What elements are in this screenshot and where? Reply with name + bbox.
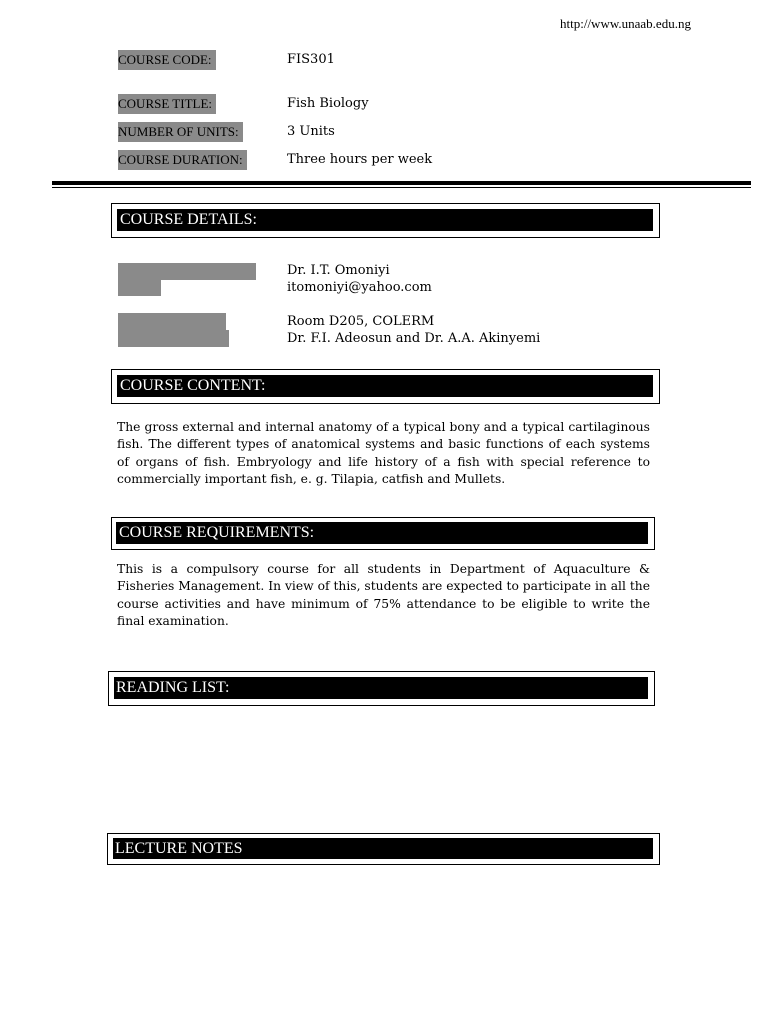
course-details-heading-box [111,203,660,238]
redacted-label [118,263,256,280]
reading-list-heading: READING LIST: [114,677,648,699]
lecturer-name: Dr. I.T. Omoniyi [287,263,390,278]
course-code-value: FIS301 [287,52,335,67]
lecture-notes-heading-box [107,833,660,865]
course-duration-value: Three hours per week [287,152,433,167]
course-code-label: COURSE CODE: [118,50,216,70]
lecturer-email[interactable]: itomoniyi@yahoo.com [287,280,432,295]
other-lecturers: Dr. F.I. Adeosun and Dr. A.A. Akinyemi [287,331,541,346]
office-location: Room D205, COLERM [287,314,435,329]
divider-thick [52,181,751,185]
redacted-label [118,280,161,296]
number-of-units-label: NUMBER OF UNITS: [118,122,243,142]
course-title-label: COURSE TITLE: [118,94,216,114]
divider-thin [52,187,751,188]
reading-list-heading-box [108,671,655,706]
course-requirements-heading-box [111,517,655,550]
header-url: http://www.unaab.edu.ng [560,16,691,31]
course-details-heading: COURSE DETAILS: [117,209,653,231]
course-requirements-text: This is a compulsory course for all students in Department of Aquaculture & Fisheries Management. In view of this, students are expected to participate in all the course activities and have minimum of 75% attendance to be eligible to write the final examination. [117,562,650,628]
redacted-label [118,313,226,330]
lecture-notes-heading: LECTURE NOTES [113,838,653,859]
course-requirements-heading: COURSE REQUIREMENTS: [116,522,648,544]
course-content-heading-box [111,369,660,404]
redacted-label [118,330,229,347]
course-duration-label: COURSE DURATION: [118,150,247,170]
number-of-units-value: 3 Units [287,124,335,139]
course-title-value: Fish Biology [287,96,369,111]
course-content-heading: COURSE CONTENT: [117,375,653,397]
course-content-text: The gross external and internal anatomy of a typical bony and a typical cartilaginous fish. The different types of anatomical systems and basic functions of each systems of organs of fish. Embryology and life history of a fish with special reference to commercially important fish, e. g. Tilapia, catfish and Mullets. [117,420,650,486]
